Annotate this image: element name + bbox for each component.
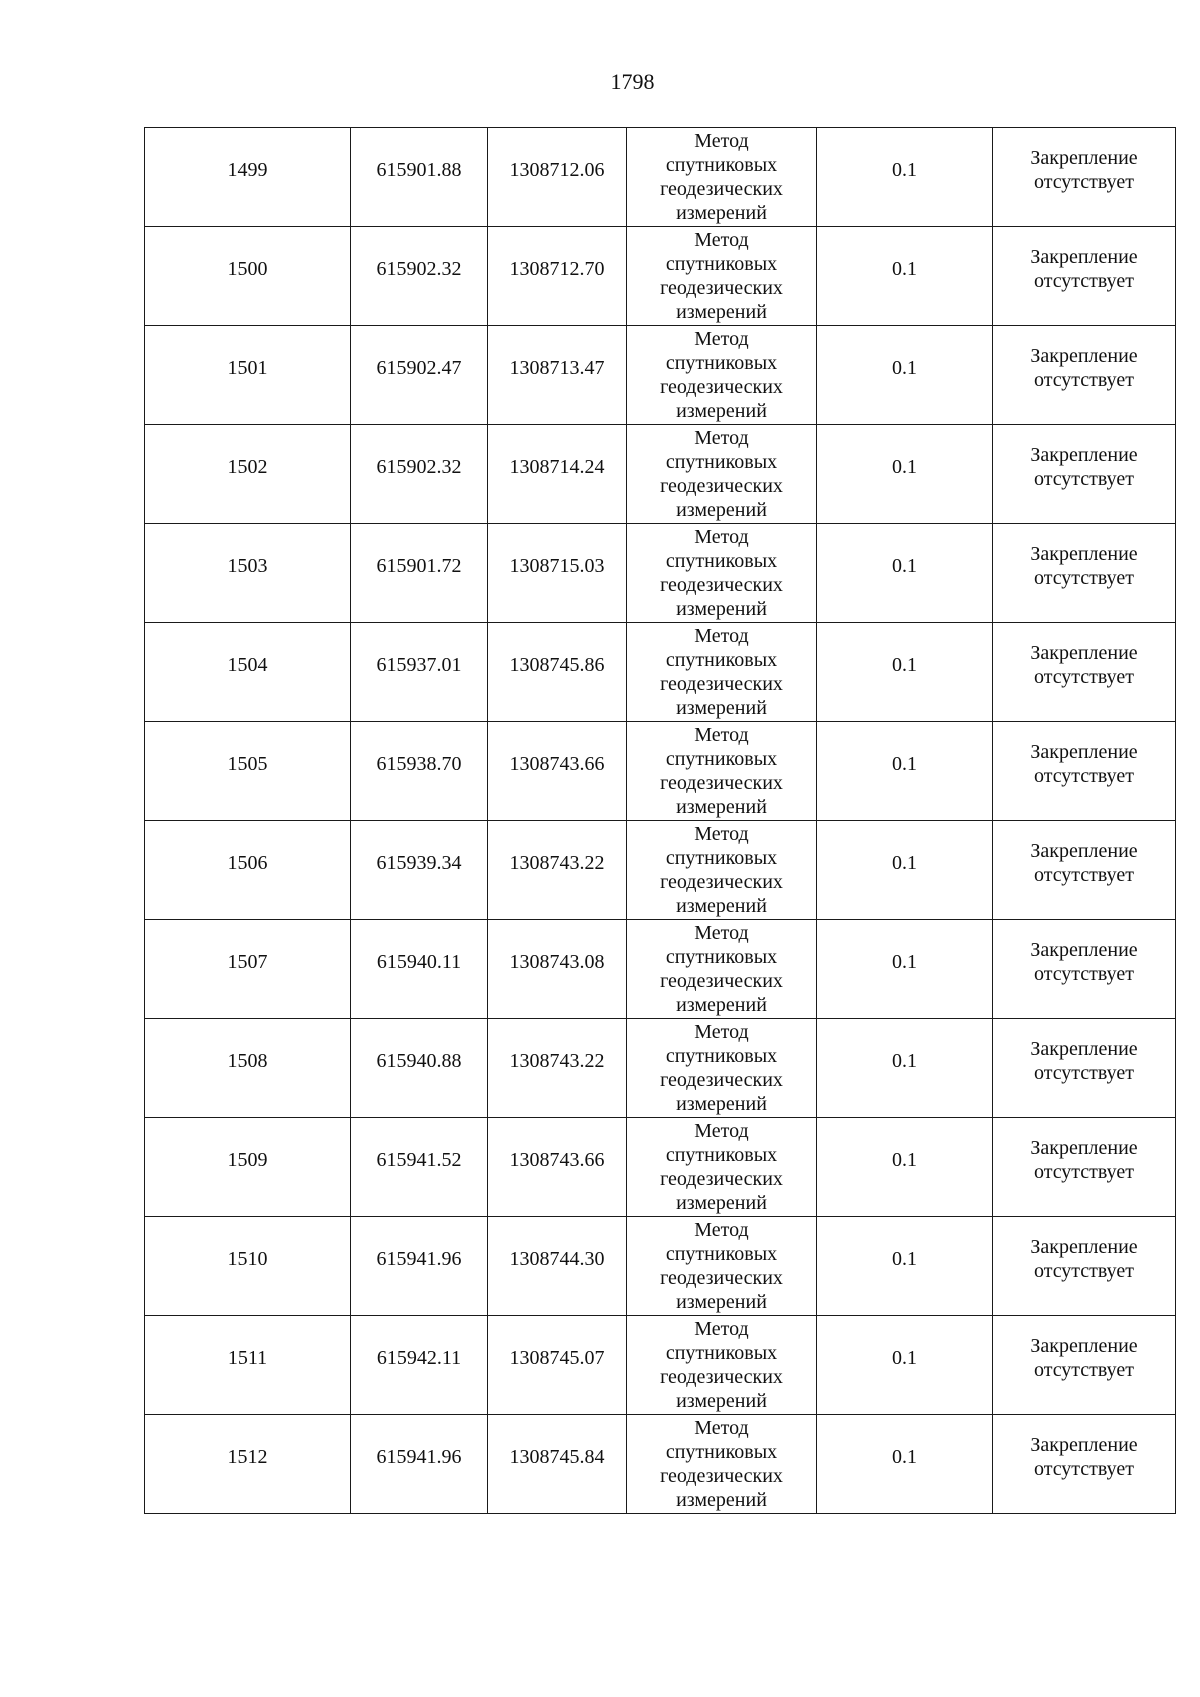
- method-text-line: спутниковых: [665, 1045, 778, 1067]
- x-coordinate-cell: 615902.32: [351, 227, 488, 326]
- method-text-line: геодезических: [660, 871, 783, 893]
- point-number-cell: 1502: [145, 425, 351, 524]
- y-coordinate-cell: 1308743.08: [488, 920, 627, 1019]
- fixing-text-line: отсутствует: [1033, 369, 1135, 391]
- point-number-cell: 1512: [145, 1415, 351, 1514]
- method-text-line: Метод: [694, 427, 749, 449]
- fixing-text-line: отсутствует: [1033, 1062, 1135, 1084]
- method-cell: [627, 1316, 817, 1415]
- method-text-line: спутниковых: [665, 649, 778, 671]
- table-row: [145, 524, 1176, 623]
- method-cell: [627, 821, 817, 920]
- method-text-line: Метод: [694, 1219, 749, 1241]
- y-coordinate-cell: 1308744.30: [488, 1217, 627, 1316]
- coordinates-table: [144, 127, 1176, 1514]
- point-number-cell: 1503: [145, 524, 351, 623]
- method-text-line: Метод: [694, 1120, 749, 1142]
- method-text-line: геодезических: [660, 574, 783, 596]
- fixing-cell: [993, 227, 1176, 326]
- method-text-line: геодезических: [660, 1168, 783, 1190]
- x-coordinate-cell: 615937.01: [351, 623, 488, 722]
- fixing-cell: [993, 1217, 1176, 1316]
- method-cell: [627, 623, 817, 722]
- method-text-line: измерений: [676, 1390, 767, 1412]
- method-text-line: измерений: [676, 1291, 767, 1313]
- x-coordinate-cell: 615938.70: [351, 722, 488, 821]
- fixing-cell: [993, 1316, 1176, 1415]
- fixing-text-line: Закрепление: [1030, 939, 1138, 961]
- method-cell: [627, 1415, 817, 1514]
- method-text-line: измерений: [676, 1489, 767, 1511]
- method-text-line: спутниковых: [665, 1144, 778, 1166]
- accuracy-cell: 0.1: [817, 821, 993, 920]
- x-coordinate-cell: 615940.11: [351, 920, 488, 1019]
- method-text-line: спутниковых: [665, 451, 778, 473]
- method-text-line: геодезических: [660, 970, 783, 992]
- method-text-line: спутниковых: [665, 1243, 778, 1265]
- method-text-line: измерений: [676, 1192, 767, 1214]
- x-coordinate-cell: 615939.34: [351, 821, 488, 920]
- table-row: [145, 227, 1176, 326]
- x-coordinate-cell: 615942.11: [351, 1316, 488, 1415]
- accuracy-cell: 0.1: [817, 722, 993, 821]
- fixing-cell: [993, 722, 1176, 821]
- fixing-text-line: отсутствует: [1033, 567, 1135, 589]
- table-row: [145, 1316, 1176, 1415]
- method-text-line: спутниковых: [665, 253, 778, 275]
- fixing-cell: [993, 1415, 1176, 1514]
- fixing-text-line: отсутствует: [1033, 270, 1135, 292]
- fixing-text-line: отсутствует: [1033, 1260, 1135, 1282]
- method-cell: [627, 227, 817, 326]
- method-text-line: измерений: [676, 400, 767, 422]
- point-number-cell: 1504: [145, 623, 351, 722]
- point-number-cell: 1505: [145, 722, 351, 821]
- method-text-line: спутниковых: [665, 352, 778, 374]
- method-text-line: измерений: [676, 697, 767, 719]
- method-text-line: измерений: [676, 301, 767, 323]
- accuracy-cell: 0.1: [817, 1118, 993, 1217]
- fixing-cell: [993, 524, 1176, 623]
- x-coordinate-cell: 615941.52: [351, 1118, 488, 1217]
- fixing-text-line: отсутствует: [1033, 765, 1135, 787]
- accuracy-cell: 0.1: [817, 1415, 993, 1514]
- table-row: [145, 623, 1176, 722]
- method-text-line: геодезических: [660, 178, 783, 200]
- method-text-line: Метод: [694, 922, 749, 944]
- y-coordinate-cell: 1308714.24: [488, 425, 627, 524]
- fixing-text-line: Закрепление: [1030, 246, 1138, 268]
- table-row: [145, 920, 1176, 1019]
- method-text-line: геодезических: [660, 1465, 783, 1487]
- fixing-text-line: Закрепление: [1030, 1434, 1138, 1456]
- y-coordinate-cell: 1308743.22: [488, 821, 627, 920]
- accuracy-cell: 0.1: [817, 227, 993, 326]
- y-coordinate-cell: 1308745.84: [488, 1415, 627, 1514]
- method-cell: [627, 128, 817, 227]
- method-text-line: Метод: [694, 526, 749, 548]
- method-cell: [627, 1019, 817, 1118]
- table-row: [145, 1019, 1176, 1118]
- table-row: [145, 1118, 1176, 1217]
- method-text-line: спутниковых: [665, 946, 778, 968]
- table-row: [145, 128, 1176, 227]
- method-text-line: геодезических: [660, 1267, 783, 1289]
- accuracy-cell: 0.1: [817, 920, 993, 1019]
- x-coordinate-cell: 615941.96: [351, 1415, 488, 1514]
- fixing-text-line: Закрепление: [1030, 840, 1138, 862]
- method-text-line: Метод: [694, 823, 749, 845]
- method-text-line: геодезических: [660, 475, 783, 497]
- method-cell: [627, 524, 817, 623]
- accuracy-cell: 0.1: [817, 1019, 993, 1118]
- accuracy-cell: 0.1: [817, 326, 993, 425]
- fixing-cell: [993, 1118, 1176, 1217]
- method-text-line: геодезических: [660, 376, 783, 398]
- method-cell: [627, 1118, 817, 1217]
- fixing-cell: [993, 326, 1176, 425]
- fixing-text-line: отсутствует: [1033, 864, 1135, 886]
- method-text-line: Метод: [694, 1021, 749, 1043]
- x-coordinate-cell: 615902.32: [351, 425, 488, 524]
- method-text-line: измерений: [676, 499, 767, 521]
- method-cell: [627, 326, 817, 425]
- fixing-text-line: отсутствует: [1033, 1458, 1135, 1480]
- fixing-cell: [993, 425, 1176, 524]
- method-text-line: измерений: [676, 598, 767, 620]
- method-text-line: спутниковых: [665, 748, 778, 770]
- method-text-line: спутниковых: [665, 847, 778, 869]
- x-coordinate-cell: 615901.72: [351, 524, 488, 623]
- fixing-text-line: Закрепление: [1030, 741, 1138, 763]
- fixing-cell: [993, 623, 1176, 722]
- fixing-text-line: Закрепление: [1030, 444, 1138, 466]
- y-coordinate-cell: 1308743.66: [488, 1118, 627, 1217]
- accuracy-cell: 0.1: [817, 524, 993, 623]
- method-text-line: спутниковых: [665, 1342, 778, 1364]
- y-coordinate-cell: 1308745.07: [488, 1316, 627, 1415]
- point-number-cell: 1506: [145, 821, 351, 920]
- table-row: [145, 1217, 1176, 1316]
- fixing-cell: [993, 128, 1176, 227]
- method-text-line: Метод: [694, 1417, 749, 1439]
- point-number-cell: 1500: [145, 227, 351, 326]
- point-number-cell: 1509: [145, 1118, 351, 1217]
- method-cell: [627, 1217, 817, 1316]
- method-cell: [627, 425, 817, 524]
- method-text-line: геодезических: [660, 277, 783, 299]
- method-cell: [627, 920, 817, 1019]
- x-coordinate-cell: 615901.88: [351, 128, 488, 227]
- accuracy-cell: 0.1: [817, 623, 993, 722]
- method-text-line: Метод: [694, 229, 749, 251]
- y-coordinate-cell: 1308745.86: [488, 623, 627, 722]
- table-row: [145, 326, 1176, 425]
- y-coordinate-cell: 1308743.66: [488, 722, 627, 821]
- fixing-text-line: Закрепление: [1030, 147, 1138, 169]
- y-coordinate-cell: 1308712.06: [488, 128, 627, 227]
- page-number: 1798: [610, 69, 655, 94]
- table-row: [145, 425, 1176, 524]
- fixing-text-line: отсутствует: [1033, 666, 1135, 688]
- y-coordinate-cell: 1308715.03: [488, 524, 627, 623]
- method-text-line: геодезических: [660, 1366, 783, 1388]
- accuracy-cell: 0.1: [817, 1316, 993, 1415]
- method-text-line: измерений: [676, 895, 767, 917]
- method-text-line: измерений: [676, 994, 767, 1016]
- method-text-line: геодезических: [660, 1069, 783, 1091]
- point-number-cell: 1508: [145, 1019, 351, 1118]
- x-coordinate-cell: 615902.47: [351, 326, 488, 425]
- coordinates-table-container: [144, 127, 1176, 1514]
- fixing-text-line: Закрепление: [1030, 642, 1138, 664]
- method-text-line: измерений: [676, 796, 767, 818]
- method-text-line: спутниковых: [665, 154, 778, 176]
- method-text-line: Метод: [694, 625, 749, 647]
- x-coordinate-cell: 615941.96: [351, 1217, 488, 1316]
- method-text-line: спутниковых: [665, 1441, 778, 1463]
- fixing-text-line: отсутствует: [1033, 1359, 1135, 1381]
- point-number-cell: 1511: [145, 1316, 351, 1415]
- method-text-line: Метод: [694, 724, 749, 746]
- fixing-text-line: Закрепление: [1030, 1137, 1138, 1159]
- method-text-line: Метод: [694, 328, 749, 350]
- point-number-cell: 1499: [145, 128, 351, 227]
- y-coordinate-cell: 1308743.22: [488, 1019, 627, 1118]
- method-text-line: измерений: [676, 1093, 767, 1115]
- accuracy-cell: 0.1: [817, 128, 993, 227]
- y-coordinate-cell: 1308712.70: [488, 227, 627, 326]
- fixing-text-line: Закрепление: [1030, 345, 1138, 367]
- method-text-line: геодезических: [660, 772, 783, 794]
- point-number-cell: 1501: [145, 326, 351, 425]
- method-text-line: спутниковых: [665, 550, 778, 572]
- method-text-line: Метод: [694, 130, 749, 152]
- table-row: [145, 722, 1176, 821]
- y-coordinate-cell: 1308713.47: [488, 326, 627, 425]
- point-number-cell: 1507: [145, 920, 351, 1019]
- fixing-cell: [993, 920, 1176, 1019]
- method-text-line: Метод: [694, 1318, 749, 1340]
- table-body: [145, 128, 1176, 1514]
- accuracy-cell: 0.1: [817, 1217, 993, 1316]
- fixing-text-line: отсутствует: [1033, 171, 1135, 193]
- fixing-cell: [993, 821, 1176, 920]
- fixing-text-line: отсутствует: [1033, 468, 1135, 490]
- method-text-line: измерений: [676, 202, 767, 224]
- fixing-text-line: отсутствует: [1033, 963, 1135, 985]
- fixing-text-line: Закрепление: [1030, 1236, 1138, 1258]
- x-coordinate-cell: 615940.88: [351, 1019, 488, 1118]
- accuracy-cell: 0.1: [817, 425, 993, 524]
- fixing-text-line: Закрепление: [1030, 1335, 1138, 1357]
- fixing-text-line: Закрепление: [1030, 543, 1138, 565]
- fixing-cell: [993, 1019, 1176, 1118]
- point-number-cell: 1510: [145, 1217, 351, 1316]
- fixing-text-line: отсутствует: [1033, 1161, 1135, 1183]
- table-row: [145, 1415, 1176, 1514]
- fixing-text-line: Закрепление: [1030, 1038, 1138, 1060]
- method-text-line: геодезических: [660, 673, 783, 695]
- method-cell: [627, 722, 817, 821]
- table-row: [145, 821, 1176, 920]
